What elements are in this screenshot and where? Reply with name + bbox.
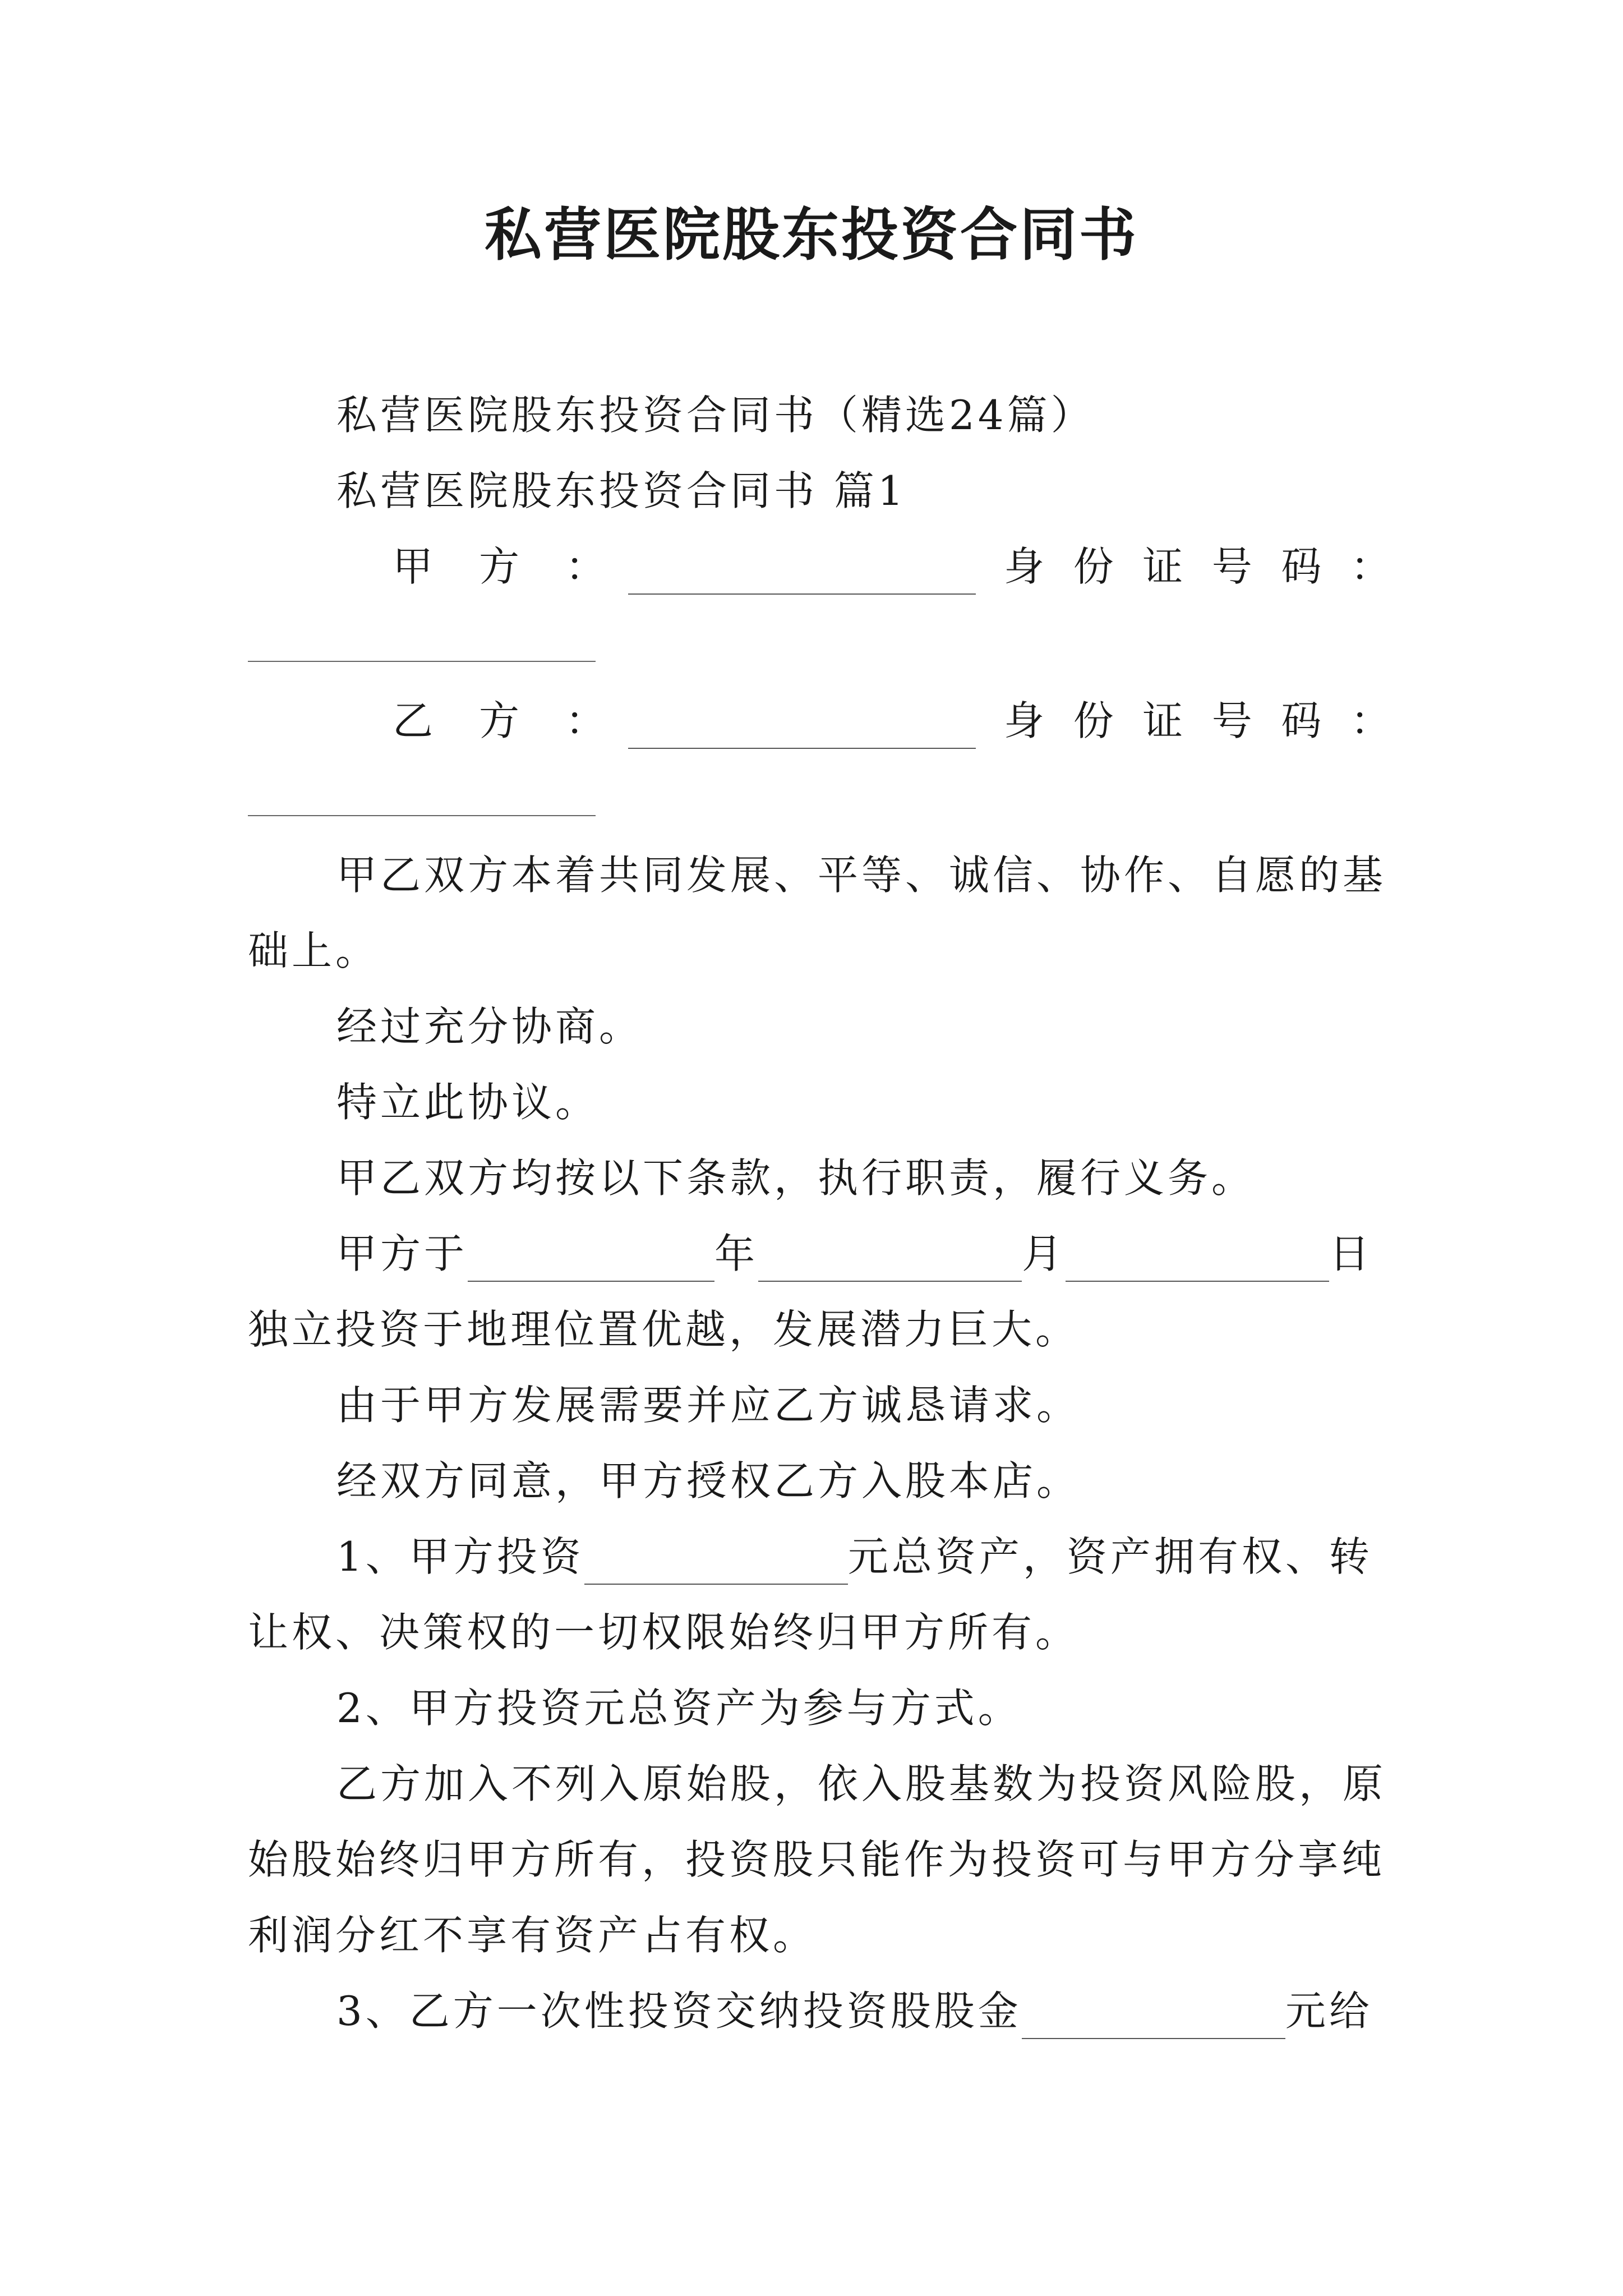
paragraph-line: 让权、决策权的一切权限始终归甲方所有。 — [248, 1609, 1080, 1656]
party-b-id-blank[interactable] — [248, 815, 596, 816]
investment-text: 元总资产，资产拥有权、转 — [847, 1533, 1373, 1580]
party-a-label-char: ： — [565, 543, 606, 590]
section-heading: 私营医院股东投资合同书 篇1 — [336, 467, 907, 514]
party-b-name-blank[interactable] — [628, 708, 976, 749]
date-line — [336, 1226, 1373, 1282]
day-blank[interactable] — [1066, 1241, 1329, 1282]
party-a-row — [393, 539, 1391, 595]
id-label-char: 号 — [1211, 543, 1252, 590]
id-label-char: 份 — [1073, 697, 1114, 744]
party-a-label-char: 甲 — [393, 543, 434, 590]
investment-amount-blank[interactable] — [584, 1544, 848, 1585]
investment-text: 1、甲方投资 — [336, 1533, 584, 1580]
paragraph-line: 独立投资于地理位置优越，发展潜力巨大。 — [248, 1306, 1080, 1353]
id-label-char: 号 — [1211, 697, 1252, 744]
paragraph-line: 2、甲方投资元总资产为参与方式。 — [336, 1685, 1022, 1732]
paragraph-line: 由于甲方发展需要并应乙方诚恳请求。 — [336, 1382, 1081, 1429]
party-b-label-char: ： — [565, 697, 606, 744]
month-blank[interactable] — [758, 1241, 1022, 1282]
party-b-label-char: 方 — [478, 697, 519, 744]
paragraph-line: 乙方加入不列入原始股，依入股基数为投资风险股，原 — [336, 1760, 1387, 1807]
party-b-row — [393, 693, 1391, 749]
paragraph-line: 始股始终归甲方所有，投资股只能作为投资可与甲方分享纯 — [248, 1836, 1386, 1883]
year-blank[interactable] — [468, 1241, 714, 1282]
id-label-char: 身 — [1004, 543, 1045, 590]
party-b-id-label — [1004, 693, 1391, 749]
date-text: 年 — [714, 1230, 759, 1277]
document-title: 私营医院股东投资合同书 — [485, 202, 1138, 269]
party-a-id-blank[interactable] — [248, 661, 596, 662]
party-a-id-label — [1004, 539, 1391, 595]
share-amount-blank[interactable] — [1022, 1999, 1285, 2039]
paragraph-line: 经过充分协商。 — [336, 1003, 643, 1050]
id-label-char: 证 — [1142, 697, 1183, 744]
subtitle: 私营医院股东投资合同书（精选24篇） — [336, 392, 1095, 439]
paragraph-line: 经双方同意，甲方授权乙方入股本店。 — [336, 1457, 1081, 1504]
id-label-char: ： — [1350, 697, 1391, 744]
id-label-char: 份 — [1073, 543, 1114, 590]
party-b-label-char: 乙 — [393, 697, 434, 744]
paragraph-line: 甲乙双方均按以下条款，执行职责，履行义务。 — [336, 1154, 1256, 1202]
date-text: 甲方于 — [336, 1230, 468, 1277]
investment-line — [336, 1529, 1373, 1585]
id-label-char: 身 — [1004, 697, 1045, 744]
date-text: 月 — [1022, 1230, 1066, 1277]
id-label-char: 证 — [1142, 543, 1183, 590]
paragraph-line: 甲乙双方本着共同发展、平等、诚信、协作、自愿的基 — [336, 852, 1387, 899]
id-label-char: 码 — [1281, 543, 1322, 590]
id-label-char: 码 — [1281, 697, 1322, 744]
party-a-name-blank[interactable] — [628, 554, 976, 595]
party-a-label-char: 方 — [478, 543, 519, 590]
paragraph-line: 利润分红不享有资产占有权。 — [248, 1912, 817, 1959]
paragraph-line: 础上。 — [248, 927, 380, 974]
date-text: 日 — [1329, 1230, 1373, 1277]
party-a-label — [393, 539, 606, 595]
share-payment-text: 3、乙方一次性投资交纳投资股股金 — [336, 1987, 1022, 2035]
party-b-label — [393, 693, 606, 749]
share-payment-line — [336, 1983, 1373, 2039]
share-payment-text: 元给 — [1285, 1987, 1373, 2035]
id-label-char: ： — [1350, 543, 1391, 590]
paragraph-line: 特立此协议。 — [336, 1079, 600, 1126]
